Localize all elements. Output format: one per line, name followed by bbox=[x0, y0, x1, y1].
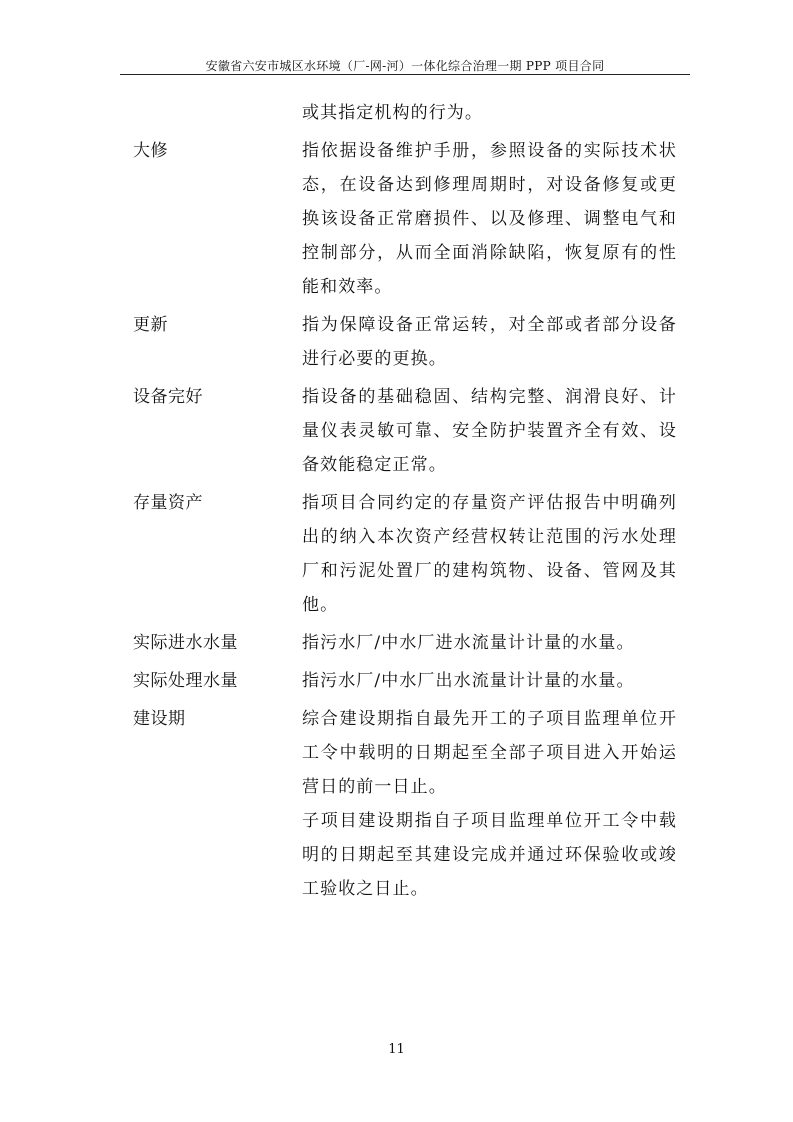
definition-paragraph: 指污水厂/中水厂进水流量计计量的水量。 bbox=[302, 633, 635, 653]
definition-text bbox=[302, 308, 677, 376]
definition-term: 存量资产 bbox=[133, 493, 203, 513]
continuation-text: 或其指定机构的行为。 bbox=[302, 103, 483, 123]
definitions-body bbox=[0, 96, 793, 910]
definition-text bbox=[302, 134, 677, 304]
definition-entry bbox=[0, 626, 793, 660]
definition-entry bbox=[0, 486, 793, 622]
page-number: 11 bbox=[388, 1042, 405, 1057]
definition-paragraph: 指依据设备维护手册，参照设备的实际技术状态，在设备达到修理周期时，对设备修复或更换该设备正常磨损件、以及修理、调整电气和控制部分，从而全面消除缺陷，恢复原有的性能和效率。 bbox=[302, 141, 677, 297]
running-header: 安徽省六安市城区水环境（厂-网-河）一体化综合治理一期 PPP 项目合同 bbox=[205, 59, 605, 73]
definition-term: 实际处理水量 bbox=[133, 671, 238, 691]
definition-text bbox=[302, 380, 677, 482]
definition-text bbox=[302, 664, 677, 698]
definition-term: 设备完好 bbox=[133, 387, 203, 407]
definition-paragraph: 子项目建设期指自子项目监理单位开工令中载明的日期起至其建设完成并通过环保验收或竣工验收之日止。 bbox=[302, 811, 677, 899]
definition-term: 实际进水水量 bbox=[133, 633, 238, 653]
definition-paragraph: 综合建设期指自最先开工的子项目监理单位开工令中载明的日期起至全部子项目进入开始运营日的前一日止。 bbox=[302, 709, 677, 797]
definition-entry bbox=[0, 702, 793, 906]
definition-paragraph: 指为保障设备正常运转，对全部或者部分设备进行必要的更换。 bbox=[302, 315, 677, 369]
definition-text bbox=[302, 626, 677, 660]
definition-paragraph: 指污水厂/中水厂出水流量计计量的水量。 bbox=[302, 671, 635, 691]
definition-term: 更新 bbox=[133, 315, 168, 335]
definition-paragraph: 指设备的基础稳固、结构完整、润滑良好、计量仪表灵敏可靠、安全防护装置齐全有效、设备效能稳定正常。 bbox=[302, 387, 677, 475]
definition-entry bbox=[0, 308, 793, 376]
definition-text bbox=[302, 486, 677, 622]
definition-entry bbox=[0, 134, 793, 304]
definition-paragraph: 指项目合同约定的存量资产评估报告中明确列出的纳入本次资产经营权转让范围的污水处理厂和污泥处置厂的建构筑物、设备、管网及其他。 bbox=[302, 493, 677, 615]
definition-entry bbox=[0, 664, 793, 698]
definition-text bbox=[302, 702, 677, 906]
definition-term: 大修 bbox=[133, 141, 168, 161]
definition-term: 建设期 bbox=[133, 709, 186, 729]
definition-entry bbox=[0, 380, 793, 482]
header-rule bbox=[120, 74, 690, 75]
